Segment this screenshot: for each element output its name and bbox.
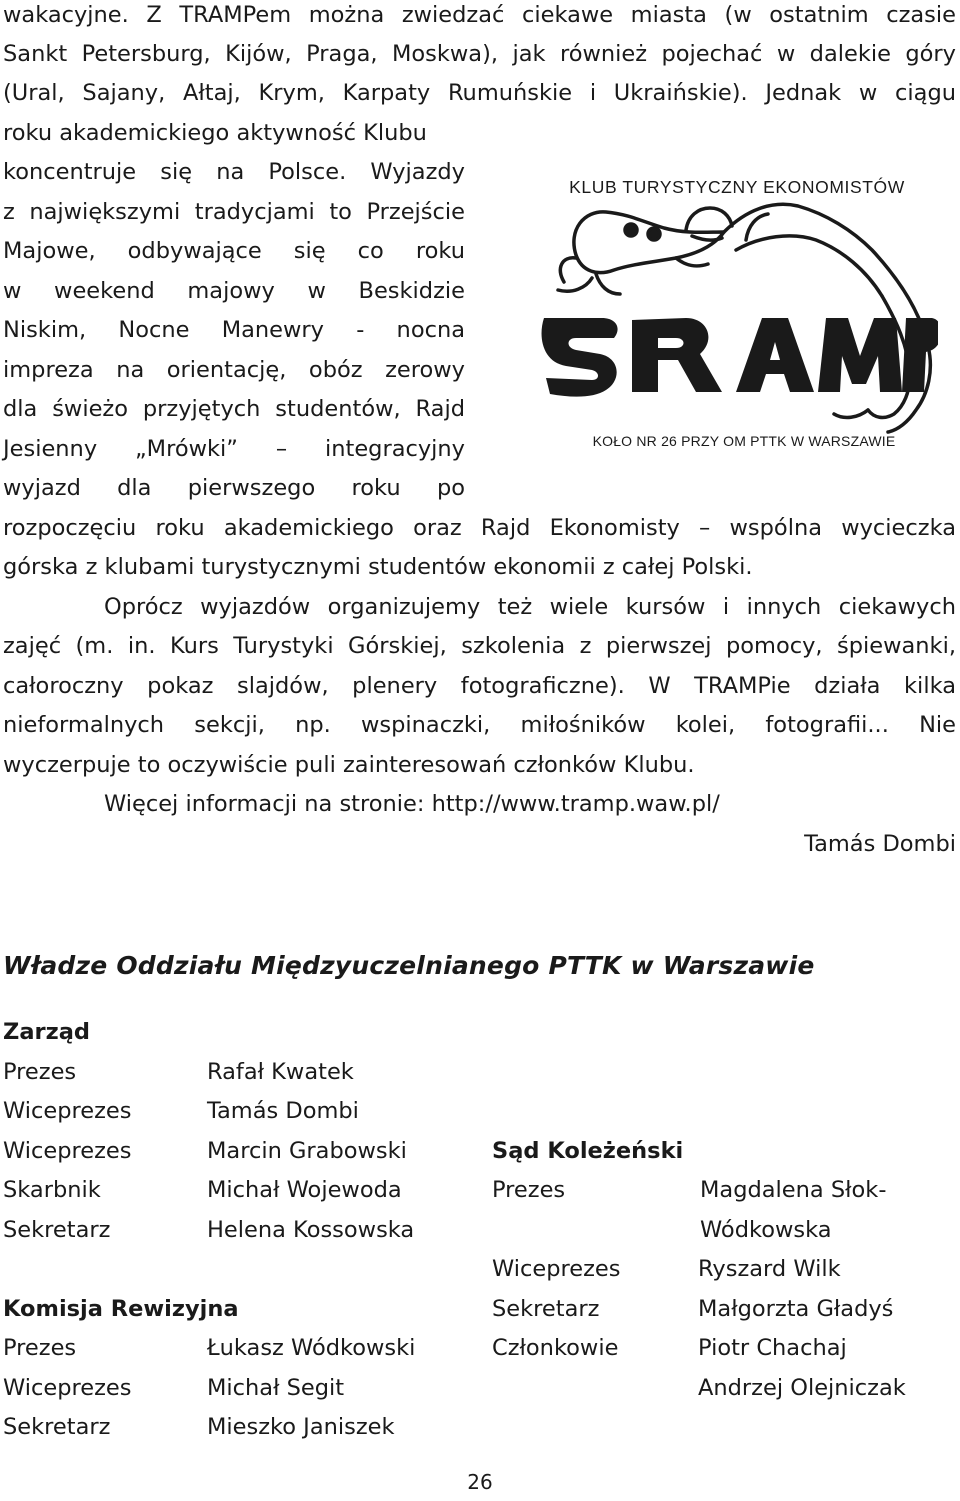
article-line: wakacyjne. Z TRAMPem można zwiedzać ciekawe miasta (w ostatnim czasie (3, 2, 956, 28)
zarzad-role: Wiceprezes (3, 1138, 132, 1164)
article-line: wyjazd dla pierwszego roku po (3, 475, 465, 501)
sad-person: Małgorzta Gładyś (698, 1296, 894, 1322)
zarzad-person: Helena Kossowska (207, 1217, 415, 1243)
sad-person: Piotr Chachaj (698, 1335, 847, 1361)
zarzad-person: Marcin Grabowski (207, 1138, 407, 1164)
komisja-role: Sekretarz (3, 1414, 111, 1440)
sad-person: Andrzej Olejniczak (698, 1375, 906, 1401)
sad-person: Magdalena Słok- (700, 1177, 887, 1203)
article-line: rozpoczęciu roku akademickiego oraz Rajd Ekonomisty – wspólna wycieczka (3, 515, 956, 541)
zarzad-role: Prezes (3, 1059, 77, 1085)
sad-role: Sekretarz (492, 1296, 600, 1322)
logo-top-text: KLUB TURYSTYCZNY EKONOMISTÓW (569, 177, 905, 197)
sad-role: Wiceprezes (492, 1256, 621, 1282)
zarzad-person: Michał Wojewoda (207, 1177, 402, 1203)
komisja-heading: Komisja Rewizyjna (3, 1296, 239, 1322)
zarzad-person: Tamás Dombi (207, 1098, 359, 1124)
sad-role: Członkowie (492, 1335, 619, 1361)
article-line: całoroczny pokaz slajdów, plenery fotograficzne). W TRAMPie działa kilka (3, 673, 956, 699)
sad-role: Prezes (492, 1177, 566, 1203)
sad-heading: Sąd Koleżeński (492, 1138, 684, 1164)
tramp-logo-graphic (536, 170, 938, 455)
tramp-wordmark (542, 318, 938, 397)
zarzad-role: Skarbnik (3, 1177, 101, 1203)
article-line: górska z klubami turystycznymi studentów ekonomii z całej Polski. (3, 554, 753, 580)
article-line: Oprócz wyjazdów organizujemy też wiele kursów i innych ciekawych (104, 594, 956, 620)
sad-person: Wódkowska (700, 1217, 832, 1243)
article-line: nieformalnych sekcji, np. wspinaczki, miłośników kolei, fotografii... Nie (3, 712, 956, 738)
zarzad-role: Wiceprezes (3, 1098, 132, 1124)
article-author: Tamás Dombi (804, 831, 956, 857)
sad-person: Ryszard Wilk (698, 1256, 841, 1282)
komisja-person: Łukasz Wódkowski (207, 1335, 416, 1361)
website-line: Więcej informacji na stronie: http://www.tramp.waw.pl/ (104, 791, 720, 817)
komisja-person: Michał Segit (207, 1375, 345, 1401)
komisja-role: Prezes (3, 1335, 77, 1361)
article-line: Niskim, Nocne Manewry - nocna (3, 317, 465, 343)
zarzad-heading: Zarząd (3, 1019, 90, 1045)
article-line: Sankt Petersburg, Kijów, Praga, Moskwa), jak również pojechać w dalekie góry (3, 41, 956, 67)
article-line: roku akademickiego aktywność Klubu (3, 120, 427, 146)
komisja-role: Wiceprezes (3, 1375, 132, 1401)
article-line: Majowe, odbywające się co roku (3, 238, 465, 264)
authorities-title: Władze Oddziału Międzyuczelnianego PTTK w Warszawie (3, 951, 815, 980)
page-number: 26 (467, 1470, 493, 1494)
article-line: wyczerpuje to oczywiście puli zainteresowań członków Klubu. (3, 752, 695, 778)
article-line: z największymi tradycjami to Przejście (3, 199, 465, 225)
article-line: zajęć (m. in. Kurs Turystyki Górskiej, szkolenia z pierwszej pomocy, śpiewanki, (3, 633, 956, 659)
article-line: koncentruje się na Polsce. Wyjazdy (3, 159, 465, 185)
article-line: impreza na orientację, obóz zerowy (3, 357, 465, 383)
zarzad-person: Rafał Kwatek (207, 1059, 354, 1085)
article-line: Jesienny „Mrówki” – integracyjny (3, 436, 465, 462)
article-line: dla świeżo przyjętych studentów, Rajd (3, 396, 465, 422)
article-line: w weekend majowy w Beskidzie (3, 278, 465, 304)
logo-bottom-text: KOŁO NR 26 PRZY OM PTTK W WARSZAWIE (592, 433, 896, 449)
zarzad-role: Sekretarz (3, 1217, 111, 1243)
tramp-logo (536, 170, 938, 455)
komisja-person: Mieszko Janiszek (207, 1414, 395, 1440)
article-line: (Ural, Sajany, Ałtaj, Krym, Karpaty Rumuńskie i Ukraińskie). Jednak w ciągu (3, 80, 956, 106)
